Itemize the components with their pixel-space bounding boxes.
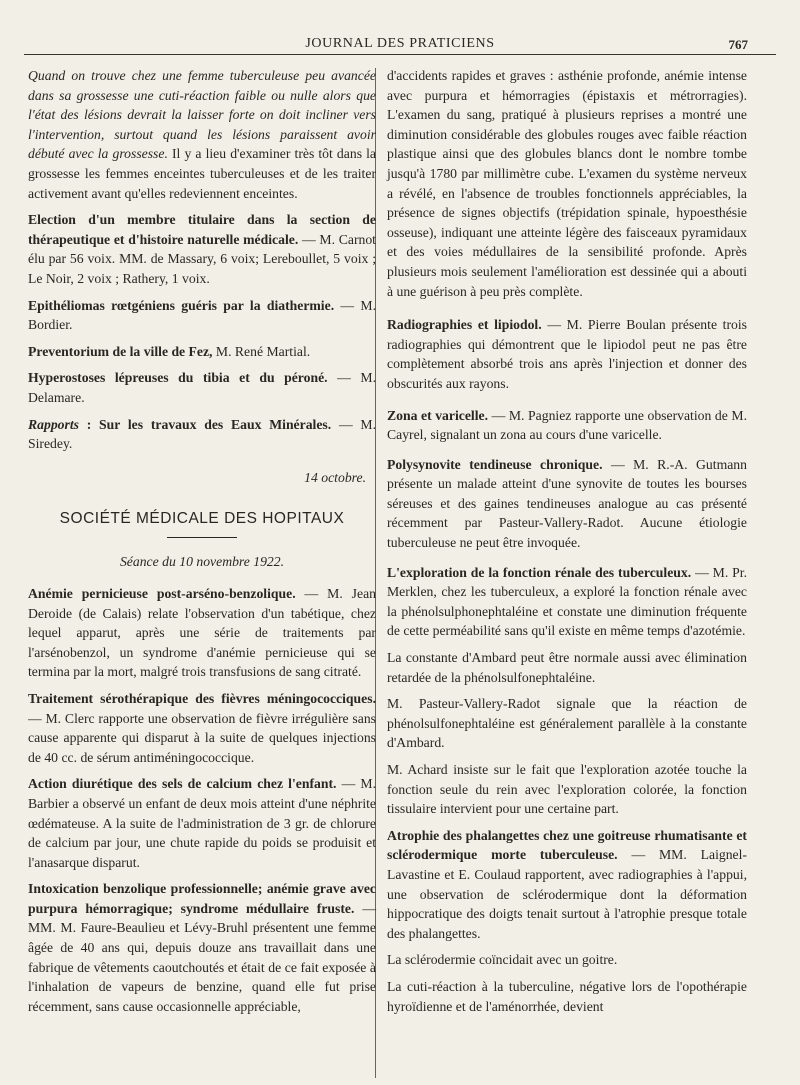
traitement-body: — M. Clerc rapporte une observation de fièvre irrégulière sans cause apparente qui disparut à la suite de quelques injections de 40 cc. de sérum antiméningococcique. [28, 710, 376, 765]
sclerodermie-paragraph: La sclérodermie coïncidait avec un goitre. [387, 952, 618, 968]
cuti-paragraph: La cuti-réaction à la tuberculine, négative lors de l'opothérapie hyroïdienne et de l'aménorrhée, devient [387, 978, 747, 1014]
atrophie-title: Atrophie des phalangettes chez une goitreuse rhumatisante et sclérodermique morte tuberculeuse. [387, 827, 747, 863]
action-body: — M. Barbier a observé un enfant de deux mois atteint d'une néphrite œdémateuse. A la suite de l'administration de 3 gr. de chlorure de calcium par jour, une chute rapide du poids se produisit et l'anasarque disparut. [28, 776, 376, 870]
atrophie-body: — MM. Laignel-Lavastine et E. Coulaud rapportent, avec radiographies à l'appui, une observation de sclérodermique dont la déformation hippocratique des doigts tenait surtout à l'atrophie presque totale des phalangettes. [387, 847, 747, 941]
election-item [28, 210, 376, 288]
continuation-paragraph: d'accidents rapides et graves : asthénie profonde, anémie intense avec purpura et hémorragies (épistaxis et métrorragies). L'examen du sang, pratiqué à plusieurs reprises a montré une diminution considérable des globules rouges avec faible réaction plastique ainsi que des globules blancs dont le nombre tombe jusqu'à 1780 par millimètre cube. L'examen du système nerveux a révélé, en l'absence de troubles fonctionnels appréciables, la présence de signes objectifs (trépidation spinale, hypoesthésie osseuse), indiquant une atteinte légère des faisceaux pyramidaux et des voies médullaires de la sensibilité profonde. Après plusieurs mois seulement l'amélioration est dessinée qui a abouti à une guérison à peu près complète. [387, 68, 747, 299]
anemie-item [28, 584, 376, 682]
intoxication-body: — MM. M. Faure-Beaulieu et Lévy-Bruhl présentent une femme âgée de 40 ans qui, depuis douze ans travaillait dans une fabrique de vêtements caoutchoutés et était de ce fait exposée à l'inhalation de vapeurs de benzine, quand elle fut prise récemment, sans cause occasionnelle appréciable, [28, 900, 377, 1014]
traitement-item [28, 689, 376, 767]
zona-body: — M. Pagniez rapporte une observation de M. Cayrel, signalant un zona au cours d'une varicelle. [387, 407, 748, 443]
journal-title: JOURNAL DES PRATICIENS [305, 36, 495, 51]
epitheliomas-item [28, 296, 376, 335]
election-title: Election d'un membre titulaire dans la section de thérapeutique et d'histoire naturelle médicale. [28, 212, 376, 247]
polysynovite-title: Polysynovite tendineuse chronique. [387, 456, 603, 472]
running-header [24, 34, 776, 55]
seance-date: Séance du 10 novembre 1922. [119, 554, 285, 570]
anemie-title: Anémie pernicieuse post-arséno-benzolique. [28, 585, 296, 601]
preventorium-item [28, 342, 376, 362]
hyperostoses-title: Hyperostoses lépreuses du tibia et du péroné. [28, 370, 328, 386]
anemie-body: — M. Jean Deroide (de Calais) relate l'observation d'un tabétique, chez lequel apparut, après une série de traitements par l'arsénobenzol, un syndrome d'anémie pernicieuse qui se termina par la mort, malgré trois transfusions de sang citraté. [28, 585, 376, 680]
intoxication-title: Intoxication benzolique professionnelle; anémie grave avec purpura hémorragique; syndrome médullaire fruste. [28, 881, 376, 916]
rapports-item [28, 415, 376, 454]
rapports-label: Rapports [28, 416, 79, 432]
election-body: — M. Carnot élu par 56 voix. MM. de Massary, 6 voix; Lereboullet, 5 voix ; Le Noir, 2 voix ; Rathery, 1 voix. [28, 231, 376, 286]
atrophie-item [387, 826, 747, 944]
polysynovite-item [387, 455, 747, 553]
hyperostoses-body: — M. Delamare. [28, 370, 376, 405]
epitheliomas-body: — M. Bordier. [28, 297, 376, 333]
date-line: 14 octobre. [304, 469, 366, 485]
ambard-paragraph: La constante d'Ambard peut être normale aussi avec élimination retardée de la phénolsulfonephtaléine. [387, 650, 747, 685]
polysynovite-body: — M. R.-A. Gutmann présente un malade atteint d'une synovite de toutes les bourses séreuses et des gaines tendineuses analogue au cas présenté récemment par Pasteur-Vallery-Radot. Aucune étiologie tuberculeuse ne peut être invoquée. [387, 456, 747, 551]
hyperostoses-item [28, 368, 376, 407]
intro-italic: Quand on trouve chez une femme tuberculeuse peu avancée dans sa grossesse une cuti-réaction faible ou nulle alors que l'état des lésions devrait la laisser forte on doit incliner vers l'intervention, surtout quand les lésions paraissent avoir débuté avec la grossesse. [28, 68, 376, 162]
exploration-body: — M. Pr. Merklen, chez les tuberculeux, a exploré la fonction rénale avec la phénolsulphonephtaléine et constate une diminution fréquente de cette perméabilité sans qu'il existe en même temps d'azotémie. [387, 564, 747, 639]
page-number: 767 [728, 37, 748, 52]
intro-rest: Il y a lieu d'examiner très tôt dans la grossesse les femmes enceintes tuberculeuses et de les traiter activement avant qu'elles redeviennent enceintes. [28, 146, 376, 201]
action-item [28, 774, 376, 872]
radiographies-body: — M. Pierre Boulan présente trois radiographies qui démontrent que le lipiodol peut ne pas être complètement absorbé trois ans après l'injection et donner des obscurités aux rayons. [387, 317, 748, 391]
zona-item [387, 406, 747, 445]
traitement-title: Traitement sérothérapique des fièvres méningococciques. [28, 690, 376, 706]
achard-paragraph: M. Achard insiste sur le fait que l'exploration azotée touche la fonction seule du rein avec l'exploration colorée, la fonction tissulaire intervient pour une certaine part. [387, 762, 747, 817]
heading-rule [167, 537, 237, 539]
action-title: Action diurétique des sels de calcium chez l'enfant. [28, 776, 337, 792]
preventorium-body: M. René Martial. [212, 343, 311, 359]
exploration-title: L'exploration de la fonction rénale des tuberculeux. [387, 564, 692, 580]
rapports-body: — M. Siredey. [28, 416, 377, 452]
radiographies-item [387, 315, 747, 393]
exploration-item [387, 563, 747, 641]
rapports-title: : Sur les travaux des Eaux Minérales. [78, 416, 332, 432]
preventorium-title: Preventorium de la ville de Fez, [28, 343, 213, 359]
epitheliomas-title: Epithéliomas rœtgéniens guéris par la diathermie. [28, 297, 335, 313]
left-column [28, 66, 376, 1023]
intro-paragraph [28, 66, 376, 203]
zona-title: Zona et varicelle. [387, 407, 489, 423]
intoxication-item [28, 879, 376, 1016]
society-heading: SOCIÉTÉ MÉDICALE DES HOPITAUX [59, 510, 345, 528]
right-column [387, 66, 747, 1023]
radiographies-title: Radiographies et lipiodol. [387, 317, 542, 333]
pasteur-paragraph: M. Pasteur-Vallery-Radot signale que la réaction de phénolsulfonephtaléine est généralement parallèle à la constante d'Ambard. [387, 696, 747, 751]
